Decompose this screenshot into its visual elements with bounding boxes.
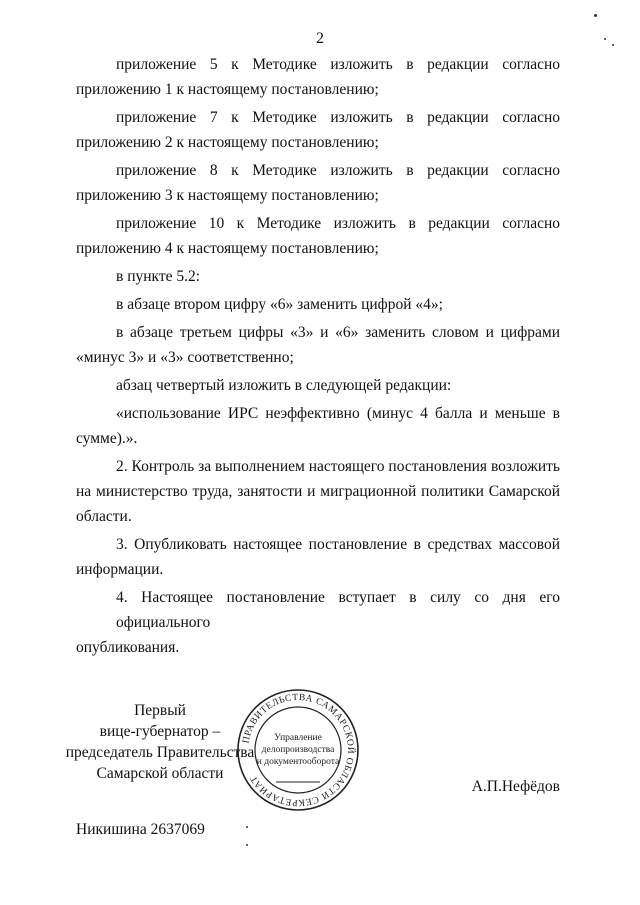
paragraph-line: приложению 3 к настоящему постановлению; bbox=[76, 187, 379, 204]
paragraph bbox=[76, 401, 560, 451]
official-stamp bbox=[236, 688, 360, 812]
paragraph-line: «использование ИРС неэффективно (минус 4 балла и меньше в bbox=[116, 405, 560, 422]
paragraph-line: приложению 2 к настоящему постановлению; bbox=[76, 134, 379, 151]
paragraph-line: информации. bbox=[76, 561, 164, 578]
paragraph bbox=[76, 373, 560, 398]
signatory-title-line: Самарской области bbox=[96, 765, 224, 782]
signatory-title-line: Первый bbox=[134, 702, 186, 719]
executor-contact: Никишина 2637069 bbox=[76, 821, 205, 838]
paragraph-line: приложению 4 к настоящему постановлению; bbox=[76, 240, 379, 257]
paragraph-line: «минус 3» и «3» соответственно; bbox=[76, 349, 294, 366]
scan-artifact bbox=[604, 38, 606, 40]
paragraph-line: в абзаце втором цифру «6» заменить цифрой «4»; bbox=[116, 296, 443, 313]
stamp-center-line: делопроизводства bbox=[261, 745, 335, 755]
paragraph bbox=[76, 585, 560, 660]
paragraph-line: приложение 10 к Методике изложить в редакции согласно bbox=[116, 215, 560, 232]
scan-artifact bbox=[246, 844, 248, 846]
signatory-title-line: вице-губернатор – bbox=[99, 723, 221, 740]
paragraph-line: в абзаце третьем цифры «3» и «6» заменить словом и цифрами bbox=[116, 324, 560, 341]
stamp-center-line: Управление bbox=[274, 733, 322, 743]
paragraph-line: на министерство труда, занятости и миграционной политики Самарской bbox=[76, 483, 560, 500]
paragraph-line: сумме).». bbox=[76, 430, 138, 447]
scan-artifact bbox=[612, 44, 614, 46]
paragraph bbox=[76, 52, 560, 102]
paragraph-line: опубликования. bbox=[76, 639, 180, 656]
paragraph bbox=[76, 454, 560, 529]
signatory-title bbox=[62, 700, 258, 784]
paragraph-line: 3. Опубликовать настоящее постановление в средствах массовой bbox=[116, 536, 560, 553]
paragraph bbox=[76, 264, 560, 289]
paragraph bbox=[76, 532, 560, 582]
paragraph-line: 4. Настоящее постановление вступает в силу со дня его официального bbox=[116, 589, 560, 631]
signatory-name: А.П.Нефёдов bbox=[471, 778, 560, 795]
stamp-ring-text: ПРАВИТЕЛЬСТВА САМАРСКОЙ ОБЛАСТИ СЕКРЕТАРИАТ bbox=[241, 692, 356, 808]
paragraph bbox=[76, 105, 560, 155]
paragraph-line: 2. Контроль за выполнением настоящего постановления возложить bbox=[116, 458, 560, 475]
scan-artifact bbox=[594, 14, 597, 17]
paragraph bbox=[76, 292, 560, 317]
paragraph-line: приложение 5 к Методике изложить в редакции согласно bbox=[116, 56, 560, 73]
paragraph-line: области. bbox=[76, 508, 132, 525]
paragraph-line: приложению 1 к настоящему постановлению; bbox=[76, 81, 379, 98]
paragraph bbox=[76, 158, 560, 208]
signatory-title-line: председатель Правительства bbox=[65, 744, 255, 761]
page-number: 2 bbox=[316, 30, 324, 47]
paragraph-line: приложение 8 к Методике изложить в редакции согласно bbox=[116, 162, 560, 179]
stamp-center-line: и документооборота bbox=[256, 757, 340, 767]
paragraph-line: абзац четвертый изложить в следующей редакции: bbox=[116, 377, 452, 394]
paragraph-line: в пункте 5.2: bbox=[116, 268, 201, 285]
paragraph bbox=[76, 320, 560, 370]
scan-artifact bbox=[246, 826, 248, 828]
document-body bbox=[76, 52, 560, 663]
paragraph bbox=[76, 211, 560, 261]
paragraph-line: приложение 7 к Методике изложить в редакции согласно bbox=[116, 109, 560, 126]
